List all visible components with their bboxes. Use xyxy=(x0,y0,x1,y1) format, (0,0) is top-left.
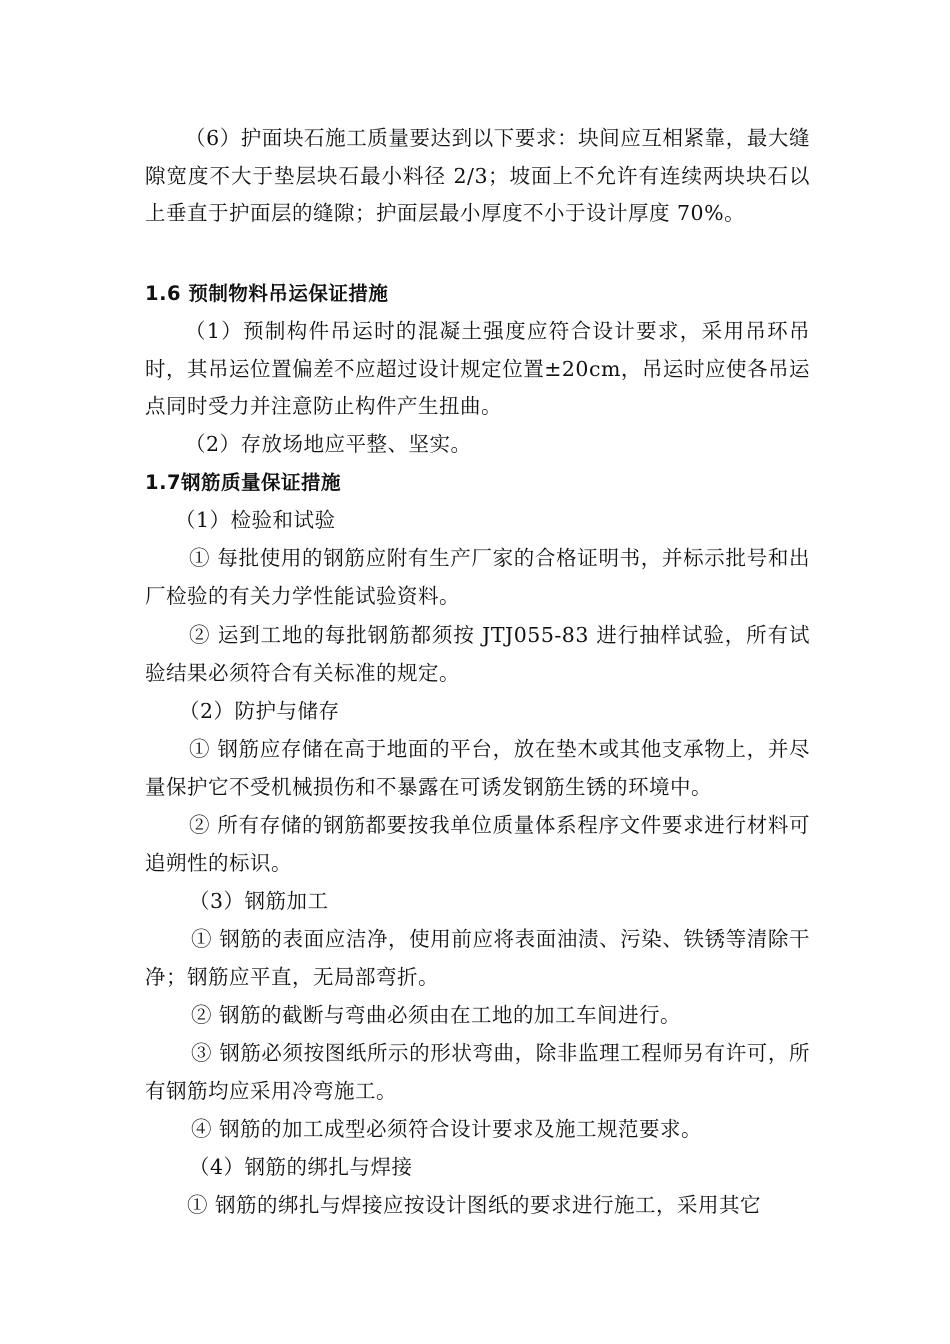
item-forming: ④ 钢筋的加工成型必须符合设计要求及施工规范要求。 xyxy=(191,1117,703,1141)
subheading-protection: （2）防护与储存 xyxy=(179,699,340,723)
item-traceability: ② 所有存储的钢筋都要按我单位质量体系程序文件要求进行材料可追朔性的标识。 xyxy=(145,813,810,875)
section-heading-1-6: 1.6 预制物料吊运保证措施 xyxy=(145,282,389,305)
subheading-processing: （3）钢筋加工 xyxy=(189,889,329,913)
item-surface-clean: ① 钢筋的表面应洁净，使用前应将表面油渍、污染、铁锈等清除干净；钢筋应平直，无局部弯折。 xyxy=(145,927,810,989)
item-cold-bending: ③ 钢筋必须按图纸所示的形状弯曲，除非监理工程师另有许可，所有钢筋均应采用冷弯施工。 xyxy=(145,1041,810,1103)
item-sampling-test: ② 运到工地的每批钢筋都须按 JTJ055-83 进行抽样试验，所有试验结果必须符合有关标准的规定。 xyxy=(145,623,810,685)
paragraph-lifting-strength: （1）预制构件吊运时的混凝土强度应符合设计要求，采用吊环吊时，其吊运位置偏差不应超过设计规定位置±20cm，吊运时应使各吊运点同时受力并注意防止构件产生扭曲。 xyxy=(145,319,810,418)
subheading-binding-welding: （4）钢筋的绑扎与焊接 xyxy=(189,1155,413,1179)
item-storage-platform: ① 钢筋应存储在高于地面的平台，放在垫木或其他支承物上，并尽量保护它不受机械损伤和不暴露在可诱发钢筋生锈的环境中。 xyxy=(145,737,810,799)
section-heading-1-7: 1.7钢筋质量保证措施 xyxy=(145,471,342,494)
item-certificate: ① 每批使用的钢筋应附有生产厂家的合格证明书，并标示批号和出厂检验的有关力学性能试验资料。 xyxy=(145,546,810,608)
subheading-inspection: （1）检验和试验 xyxy=(175,508,336,532)
item-binding-welding: ① 钢筋的绑扎与焊接应按设计图纸的要求进行施工，采用其它 xyxy=(187,1193,762,1217)
paragraph-storage-site: （2）存放场地应平整、坚实。 xyxy=(185,432,472,456)
item-cutting-bending: ② 钢筋的截断与弯曲必须由在工地的加工车间进行。 xyxy=(191,1003,682,1027)
paragraph-revetment-quality: （6）护面块石施工质量要达到以下要求：块间应互相紧靠，最大缝隙宽度不大于垫层块石最小料径 2/3；坡面上不允许有连续两块块石以上垂直于护面层的缝隙；护面层最小厚度不小于设计厚度 70%。 xyxy=(145,126,810,225)
